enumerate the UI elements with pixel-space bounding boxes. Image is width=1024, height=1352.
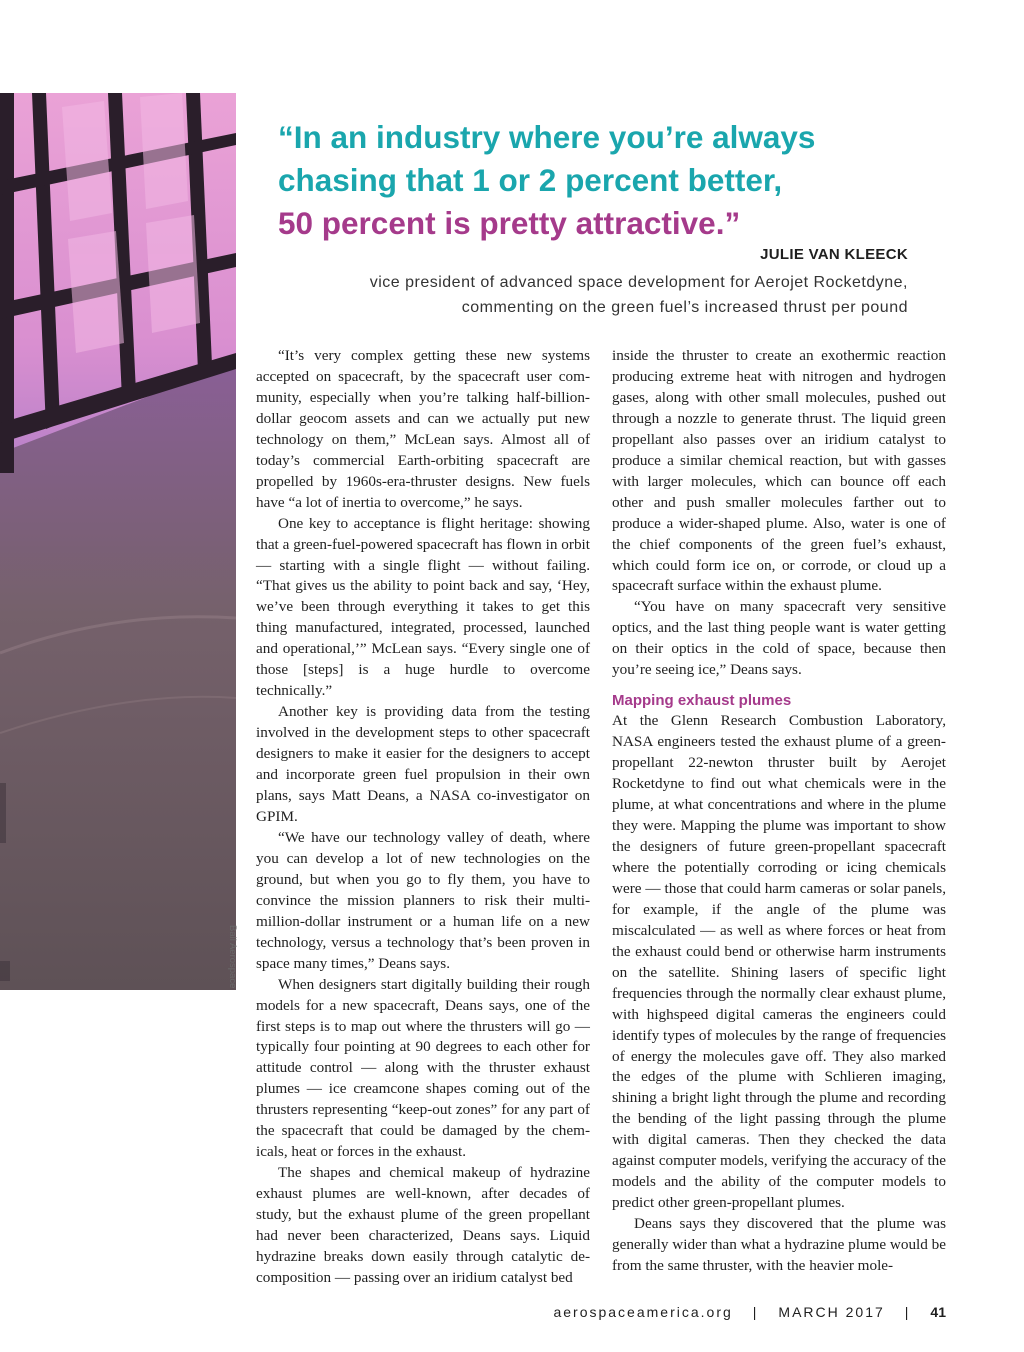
photo-credit: Ball Aerospace <box>227 925 238 989</box>
article-column-left <box>256 346 590 1289</box>
role-line-2: commenting on the green fuel’s increased thrust per pound <box>461 299 908 316</box>
cover-photo <box>0 93 236 990</box>
pull-quote-line-3: 50 percent is pretty attractive.” <box>278 205 741 241</box>
pull-quote-line-1: “In an industry where you’re always <box>278 119 816 155</box>
paragraph: Deans says they discovered that the plume was generally wider than what a hydrazine plume would be from the same thruster, with the heavier mole- <box>612 1215 947 1275</box>
paragraph: “It’s very complex getting these new systems accepted on spacecraft, by the spacecraft user community, especially when you’re talking half-billion-dollar geocom assets and can we actually put new technology on them,” McLean says. Almost all of today’s commercial Earth-orbiting spacecraft are propelled by 1960s-era-thruster designs. New fuels have “a lot of inertia to overcome,” he says. <box>256 347 590 511</box>
paragraph: inside the thruster to create an exothermic reaction producing extreme heat with nitrogen and hydrogen gases, along with other small molecules, pushed out through a nozzle to generate thrust. The liquid green propellant also passes over an iridium catalyst to produce a similar chemical reaction, but with gasses with larger molecules, which can bounce off each other and push smaller molecules farther out to produce a wider-shaped plume. Also, water is one of the chief components of the green fuel’s exhaust, which could form ice on, or corrode, or cloud up a spacecraft surface within the exhaust plume. <box>612 347 946 595</box>
paragraph: “You have on many spacecraft very sensitive optics, and the last thing people want is water getting on their optics in the cold of space, because then you’re seeing ice,” Deans says. <box>612 598 946 679</box>
quote-attribution-name: JULIE VAN KLEECK <box>760 246 908 263</box>
paragraph: At the Glenn Research Combustion Laboratory, NASA engineers tested the exhaust plume of a green-propellant 22-newton thruster built by Aerojet Rocketdyne to find out what chemicals were in the plume, at what concentrations and where in the plume they were. Mapping the plume was important to show the designers of future green-propellant spacecraft where the potentially corroding or icing chemicals were — those that could harm cameras or solar panels, for example, if the angle of the plume was miscalculated — as well as where forces or heat from the exhaust could bend or otherwise harm instruments on the satellite. Shining lasers of specific light frequencies through the normally clear exhaust plume, with highspeed digital cameras the engineers could identify types of molecules by the range of frequencies of energy the molecules gave off. They also marked the edges of the plume with Schlieren imaging, shining a bright light through the plume and recording the bending of the light passing through the plume with digital cameras. Then they checked the data against computer models, verifying the accuracy of the models and the ability of the computer models to predict other green-propellant plumes. <box>612 712 947 1212</box>
article-column-right <box>612 346 946 1277</box>
page-footer <box>553 1304 946 1320</box>
quote-attribution-role <box>248 270 908 320</box>
paragraph: “We have our technology valley of death, where you can develop a lot of new technologies on the ground, but when you go to fly them, you have to convince the mission planners to risk their multimillion-dollar instrument or a human life on a new technology, versus a technology that’s been proven in space many times,” Deans says. <box>256 828 590 972</box>
role-line-1: vice president of advanced space development for Aerojet Rocketdyne, <box>369 274 908 291</box>
page-number: 41 <box>930 1304 946 1320</box>
footer-separator: | <box>904 1304 911 1320</box>
paragraph: The shapes and chemical makeup of hydrazine exhaust plumes are well-known, after decades of study, but the exhaust plume of the green propellant had never been characterized, Deans says. Liquid hydrazine breaks down easily through catalytic decomposition — passing over an iridium catalyst bed <box>256 1164 590 1286</box>
paragraph: One key to acceptance is flight heritage: showing that a green-fuel-powered spacecraft has flown in orbit — starting with a single flight — without failing. “That gives us the ability to point back and say, ‘Hey, we’ve been through everything it takes to get this thing manufactured, integrated, processed, launched and operational,’” McLean says. “Every single one of those [steps] is a huge hurdle to overcome technically.” <box>256 514 590 700</box>
footer-separator: | <box>752 1304 759 1320</box>
pull-quote <box>278 116 938 245</box>
footer-site: aerospaceamerica.org <box>553 1304 733 1320</box>
footer-issue: MARCH 2017 <box>778 1304 885 1320</box>
paragraph: When designers start digitally building their rough models for a new spacecraft, Deans says, one of the first steps is to map out where the thrusters will go — typically four pointing at 90 degrees to each other for attitude control — along with the thruster exhaust plumes — ice creamcone shapes coming out of the thrusters representing “keep-out zones” for any part of the spacecraft that could be damaged by the chemicals, heat or forces in the exhaust. <box>256 975 590 1161</box>
paragraph: Another key is providing data from the testing involved in the development steps to other spacecraft designers to make it easier for the designers to accept and incorporate green fuel propulsion in their own plans, says Matt Deans, a NASA co-investigator on GPIM. <box>256 703 590 825</box>
section-heading: Mapping exhaust plumes <box>612 692 792 710</box>
window-grid-illustration <box>0 93 236 990</box>
pull-quote-line-2: chasing that 1 or 2 percent better, <box>278 162 783 198</box>
